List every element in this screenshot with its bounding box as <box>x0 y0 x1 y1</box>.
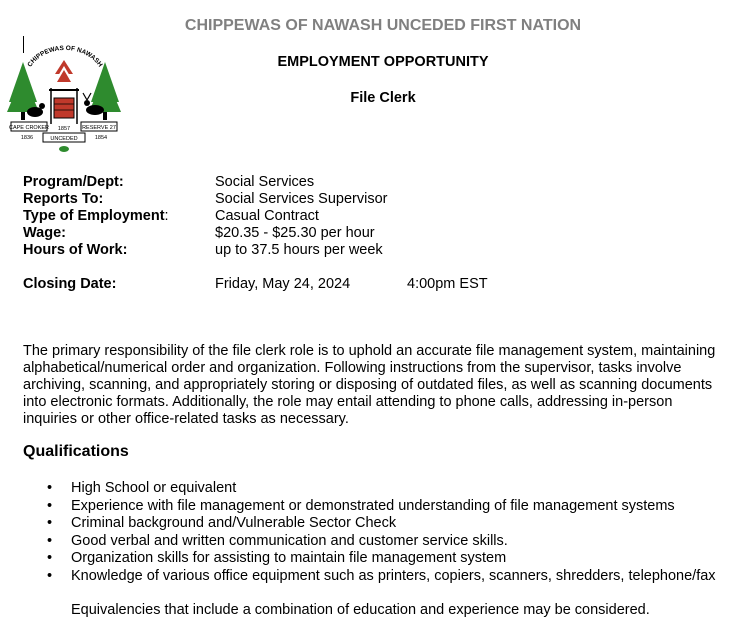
detail-value: Social Services <box>215 174 315 190</box>
detail-label: Reports To: <box>23 191 104 207</box>
role-summary: The primary responsibility of the file clerk role is to uphold an accurate file management system, maintaining alphabetical/numerical order and organization. Following instructions from the supervisor, tasks involve archiving, scanning, and appropriately storing or disposing of outdated files, as well as scanning documents into electronic formats. Additionally, the role may entail attending to phone calls, addressing in-person inquiries or other office-related tasks as necessary. <box>23 343 716 427</box>
detail-label: Hours of Work: <box>23 242 128 258</box>
bullet-icon: • <box>47 550 53 566</box>
detail-value: Casual Contract <box>215 208 319 224</box>
list-item <box>23 515 743 533</box>
detail-row-program <box>23 174 387 191</box>
organization-title: CHIPPEWAS OF NAWASH UNCEDED FIRST NATION <box>184 17 582 34</box>
detail-row-reports-to <box>23 191 387 208</box>
closing-date-value: Friday, May 24, 2024 <box>215 276 351 292</box>
logo-right-banner: RESERVE 27 <box>82 125 116 131</box>
bullet-icon: • <box>47 567 53 584</box>
logo-year-right: 1854 <box>94 135 108 141</box>
qualifications-list <box>23 480 743 585</box>
closing-time-value: 4:00pm EST <box>407 276 488 292</box>
document-title: EMPLOYMENT OPPORTUNITY <box>277 54 489 70</box>
detail-label: Wage: <box>23 225 66 241</box>
equivalency-note: Equivalencies that include a combination of education and experience may be considered. <box>71 602 650 618</box>
bullet-icon: • <box>47 480 53 496</box>
list-item <box>23 568 743 586</box>
logo-year-center: 1857 <box>57 126 71 132</box>
detail-row-employment-type <box>23 208 387 225</box>
detail-value: up to 37.5 hours per week <box>215 242 383 258</box>
detail-label: Program/Dept: <box>23 174 124 190</box>
list-item-text: High School or equivalent <box>71 480 237 496</box>
list-item-text: Good verbal and written communication and customer service skills. <box>71 532 508 549</box>
logo-year-left: 1836 <box>20 135 34 141</box>
detail-value: $20.35 - $25.30 per hour <box>215 225 375 241</box>
list-item-text: Knowledge of various office equipment such as printers, copiers, scanners, shredders, telephone/fax <box>71 567 716 584</box>
job-details <box>23 174 387 259</box>
detail-label-wrap <box>23 208 215 225</box>
list-item <box>23 533 743 551</box>
logo-left-banner: CAPE CROKER <box>8 125 50 131</box>
position-title: File Clerk <box>350 90 416 106</box>
bullet-icon: • <box>47 497 53 514</box>
logo-arc-text: CHIPPEWAS OF NAWASH <box>26 44 104 69</box>
bullet-icon: • <box>47 515 53 531</box>
list-item-text: Criminal background and/Vulnerable Sector Check <box>71 515 397 531</box>
list-item <box>23 498 743 516</box>
closing-date-row <box>23 276 488 293</box>
list-item <box>23 550 743 568</box>
list-item <box>23 480 743 498</box>
logo-bottom-text: UNCEDED <box>50 136 78 142</box>
bullet-icon: • <box>47 532 53 549</box>
qualifications-heading: Qualifications <box>23 443 129 460</box>
detail-row-wage <box>23 225 387 242</box>
detail-label: Type of Employment <box>23 208 165 224</box>
list-item-text: Organization skills for assisting to maintain file management system <box>71 550 507 566</box>
detail-value: Social Services Supervisor <box>215 191 388 207</box>
list-item-text: Experience with file management or demonstrated understanding of file management systems <box>71 497 675 514</box>
closing-date-label: Closing Date: <box>23 276 117 292</box>
detail-row-hours <box>23 242 387 259</box>
detail-label-colon: : <box>164 208 169 224</box>
